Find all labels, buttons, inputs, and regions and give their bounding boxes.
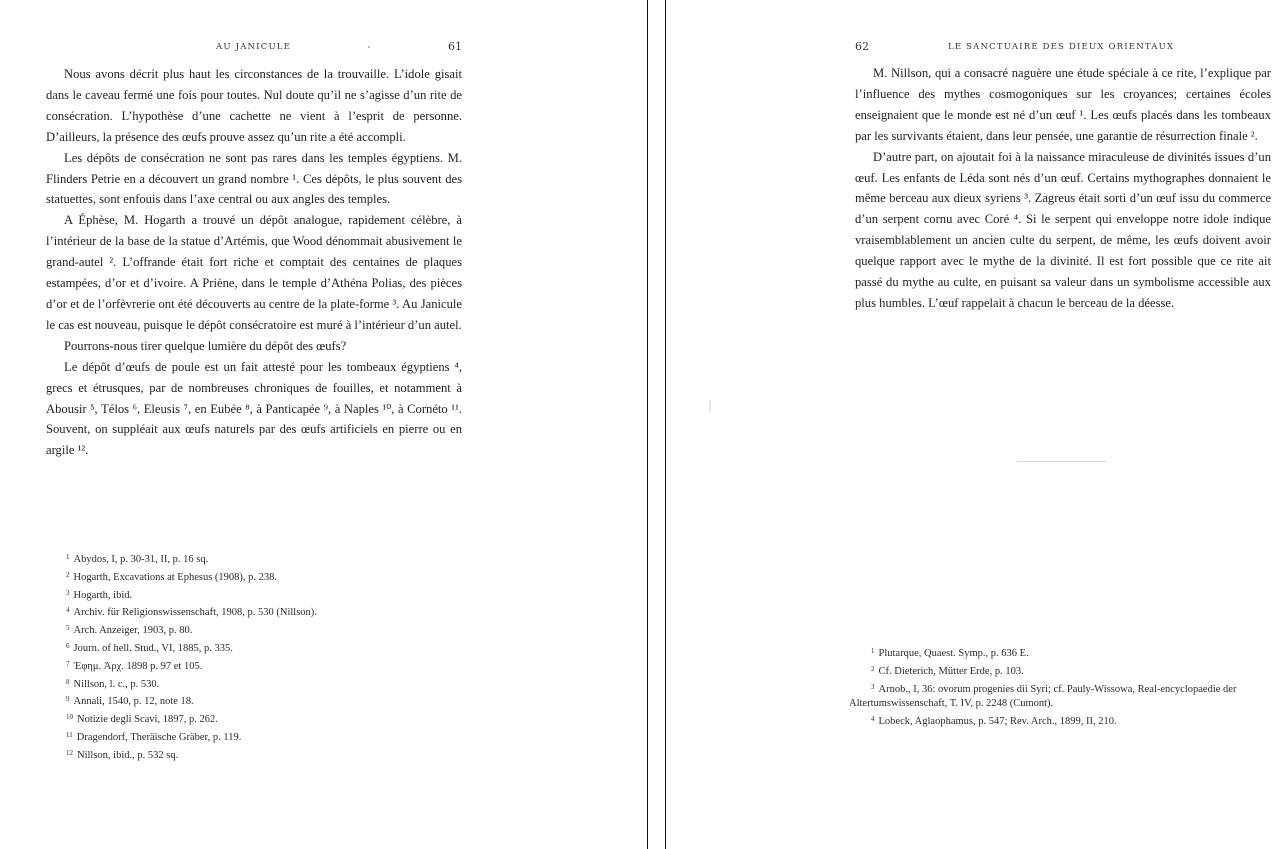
footnote [66, 639, 466, 657]
footnote-text: Annali, 1540, p. 12, note 18. [73, 696, 194, 708]
footnote [66, 586, 466, 604]
footnote-mark: 1 [66, 553, 70, 561]
footnote [66, 710, 466, 728]
footnote-text: Plutarque, Quaest. Symp., p. 636 E. [878, 648, 1029, 659]
footnote-text: Hogarth, ibid. [73, 589, 133, 601]
footnote-mark: 2 [66, 570, 70, 579]
footnote-text: Notizie degli Scavi, 1897, p. 262. [77, 714, 218, 726]
body-text [46, 64, 462, 461]
running-head: LE SANCTUAIRE DES DIEUX ORIENTAUX [948, 42, 1175, 52]
footnote-mark: 9 [66, 695, 70, 704]
scan-speck [368, 46, 370, 48]
footnote [66, 657, 466, 675]
footnotes [849, 644, 1267, 730]
footnote-text: Nillson, ibid., p. 532 sq. [77, 749, 179, 761]
paragraph: A Éphèse, M. Hogarth a trouvé un dépôt analogue, rapidement célèbre, à l’intérieur de la base de la statue d’Artémis, que Wood dénommait abusivement le grand-autel ². L’offrande était fort riche et comptait des centaines de plaques estampées, d’or et d’ivoire. A Priène, dans le temple d’Athéna Polias, des pièces d’or et de l’orfèvrerie ont été découverts au centre de la plate-forme ³. Au Janicule le cas est nouveau, puisque le dépôt consécratoire est muré à l’intérieur d’un autel. [46, 213, 462, 332]
scan-speck [709, 400, 711, 412]
paragraph: Nous avons décrit plus haut les circonstances de la trouvaille. L’idole gisait dans le caveau fermé une fois pour toutes. Nul doute qu’il ne s’agisse d’un rite de consécration. L’hypothèse d’une cachette ne vient à l’esprit de personne. D’ailleurs, la présence des œufs prouve assez qu’un rite a été accompli. [46, 67, 462, 144]
footnote [849, 680, 1267, 713]
footnote-text: Archiv. für Religionswissenschaft, 1908, p. 530 (Nillson). [73, 607, 317, 619]
footnotes [66, 550, 466, 764]
footnote-text: Dragendorf, Theräische Gräber, p. 119. [76, 731, 242, 743]
footnote-mark: 11 [66, 730, 73, 739]
paragraph: Les dépôts de consécration ne sont pas rares dans les temples égyptiens. M. Flinders Petrie en a découvert un grand nombre ¹. Ces dépôts, le plus souvent des statuettes, sont enfouis dans l’axe central ou aux angles des temples. [46, 150, 462, 207]
right-page [667, 0, 1283, 849]
running-head: AU JANICULE [216, 42, 292, 52]
faint-rule [1017, 461, 1107, 462]
footnote [849, 644, 1267, 662]
body-text [855, 63, 1271, 314]
footnote [849, 712, 1267, 730]
footnote-text: Nillson, l. c., p. 530. [73, 678, 160, 690]
footnote-mark: 5 [66, 624, 70, 633]
footnote-mark: 2 [871, 664, 875, 673]
footnote-mark: 3 [871, 682, 875, 691]
footnote-mark: 8 [66, 677, 70, 686]
footnote-text: Journ. of hell. Stud., VI, 1885, p. 335. [73, 642, 233, 654]
footnote-mark: 4 [66, 606, 70, 615]
footnote-text: Hogarth, Excavations at Ephesus (1908), p. 238. [73, 571, 278, 583]
footnote-mark: 6 [66, 641, 70, 650]
footnote-text: Abydos, I, p. 30-31, II, p. 16 sq. [73, 554, 209, 565]
paragraph: Pourrons-nous tirer quelque lumière du dépôt des œufs? [64, 338, 347, 353]
paragraph: Le dépôt d’œufs de poule est un fait attesté pour les tombeaux égyptiens ⁴, grecs et étrusques, par de nombreuses chroniques de fouilles, et notamment à Abousir ⁵, Télos ⁶, Eleusis ⁷, en Eubée ⁸, à Panticapée ⁹, à Naples ¹⁰, à Cornéto ¹¹. Souvent, on suppléait aux œufs naturels par des œufs artificiels en pierre ou en argile ¹². [46, 359, 462, 458]
footnote [66, 746, 466, 764]
footnote-mark: 7 [66, 659, 70, 668]
gutter-line [647, 0, 648, 849]
footnote-mark: 10 [66, 713, 73, 722]
footnote-mark: 4 [871, 715, 875, 724]
footnote-mark: 1 [871, 647, 875, 655]
footnote [66, 568, 466, 586]
footnote [66, 603, 466, 621]
footnote [66, 621, 466, 639]
footnote [66, 692, 466, 710]
paragraph: M. Nillson, qui a consacré naguère une étude spéciale à ce rite, l’explique par l’influence des mythes cosmogoniques sur les croyances; certaines écoles enseignaient que le monde est né d’un œuf ¹. Les œufs placés dans les tombeaux par les survivants étaient, dans leur pensée, une garantie de résurrection finale ². [855, 66, 1271, 143]
page-number: 62 [855, 40, 869, 53]
footnote [66, 728, 466, 746]
footnote-mark: 3 [66, 588, 70, 597]
footnote-text: Arch. Anzeiger, 1903, p. 80. [73, 625, 193, 637]
footnote-text: Ἐφημ. Ἀρχ. 1898 p. 97 et 105. [73, 660, 203, 672]
footnote [66, 675, 466, 693]
paragraph: D’autre part, on ajoutait foi à la naissance miraculeuse de divinités issues d’un œuf. Les enfants de Léda sont nés d’un œuf. Certains mythographes donnaient le même berceau aux dieux syriens ³. Zagreus était sorti d’un œuf issu du commerce d’un serpent cornu avec Coré ⁴. Si le serpent qui enveloppe notre idole indique vraisemblablement un ancien culte du serpent, de même, les œufs doivent avoir quelque rapport avec le mythe de la divinité. Il est fort possible que ce rite ait passé du mythe au culte, en puisant sa valeur dans un symbolisme accessible aux plus humbles. L’œuf rappelait à chacun le berceau de la déesse. [855, 149, 1271, 310]
gutter-line [665, 0, 666, 849]
page-number: 61 [448, 40, 462, 53]
footnote-text: Cf. Dieterich, Mütter Erde, p. 103. [878, 665, 1024, 677]
footnote-text: Arnob., I, 36: ovorum progenies dii Syri; cf. Pauly-Wissowa, Real-encyclopaedie der Altertumswissenschaft, T. IV, p. 2248 (Cumont). [849, 683, 1237, 710]
footnote [66, 550, 466, 568]
footnote [849, 662, 1267, 680]
footnote-mark: 12 [66, 748, 73, 757]
footnote-text: Lobeck, Aglaophamus, p. 547; Rev. Arch., 1899, II, 210. [878, 716, 1117, 728]
